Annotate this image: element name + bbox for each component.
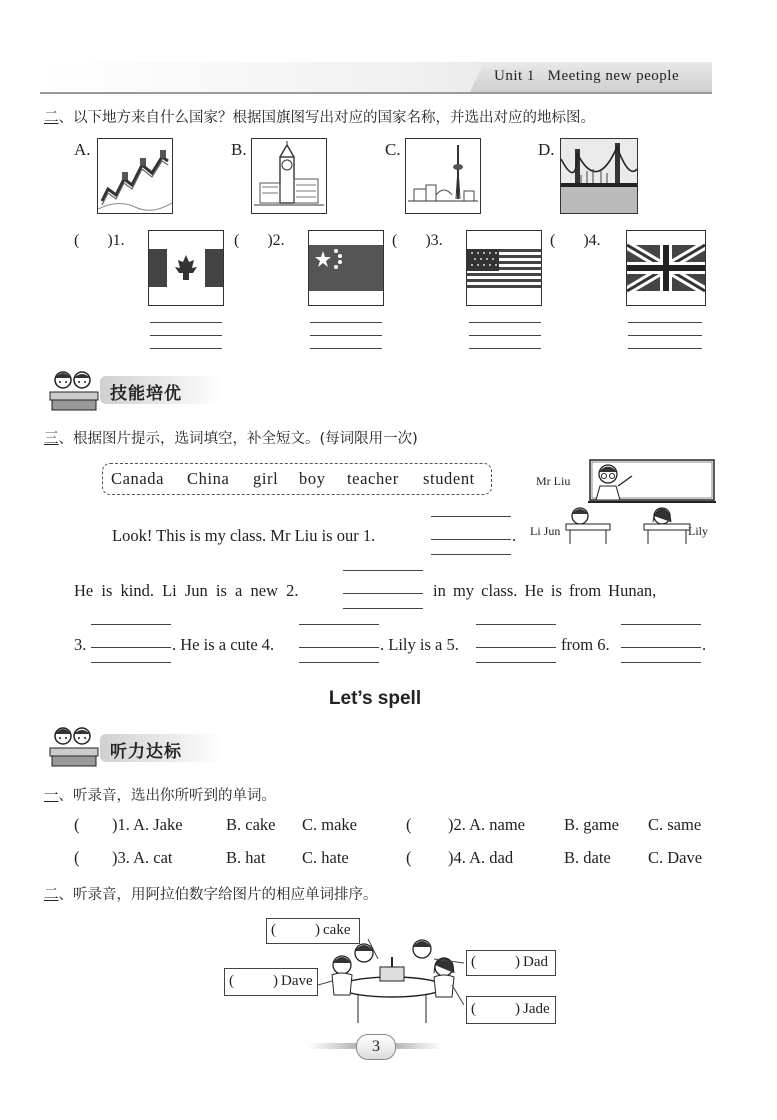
great-wall-picture (97, 138, 173, 214)
q4-option-a[interactable]: )4. A. dad (448, 848, 514, 867)
write-lines-3[interactable] (469, 310, 541, 349)
q3-option-c[interactable]: C. hate (302, 848, 349, 867)
q2-option-a[interactable]: )2. A. name (448, 815, 525, 834)
paren-open[interactable]: ( (406, 815, 412, 834)
unit-title: Unit 1 Meeting new people (494, 68, 680, 84)
label-box-dave[interactable]: ( ) Dave (224, 968, 318, 996)
q1-option-c[interactable]: C. make (302, 815, 357, 834)
label-box-jade[interactable]: ( ) Jade (466, 996, 556, 1024)
label-dad: Dad (523, 954, 548, 970)
word-bank (102, 463, 492, 495)
q2-option-c[interactable]: C. same (648, 815, 702, 834)
listening-row-1 (74, 815, 714, 837)
paren-open[interactable]: ( (74, 848, 80, 867)
passage-line-1: Look! This is my class. Mr Liu is our 1. (112, 526, 376, 545)
section-text: 、以下地方来自什么国家？根据国旗图写出对应的国家名称，并选出对应的地标图。 (58, 110, 595, 126)
canada-flag (148, 230, 224, 306)
label-box-dad[interactable]: ( ) Dad (466, 950, 556, 976)
answer-paren-2[interactable]: ( )2. (234, 232, 285, 249)
china-flag (308, 230, 384, 306)
paren-open[interactable]: ( (406, 848, 412, 867)
lets-spell-heading: Let’s spell (328, 688, 422, 709)
label-lily: Lily (688, 524, 708, 538)
badge-title: 听力达标 (110, 742, 182, 762)
passage-line-3c: . Lily is a 5. (380, 635, 459, 654)
word-boy: boy (299, 469, 326, 488)
label-dave: Dave (281, 973, 313, 989)
family-dinner-picture (318, 935, 464, 1027)
kids-desk-icon (46, 368, 106, 412)
section-3-title: 三、根据图片提示，选词填空，补全短文。(每词限用一次) (44, 431, 418, 447)
word-china: China (187, 469, 230, 488)
option-c-label: C. (385, 140, 401, 159)
page-number: 3 (356, 1034, 396, 1060)
blank-2[interactable] (343, 568, 423, 609)
q2-option-b[interactable]: B. game (564, 815, 619, 834)
label-li-jun: Li Jun (530, 524, 561, 538)
uk-flag (626, 230, 706, 306)
usa-flag (466, 230, 542, 306)
section-number: 二 (44, 110, 59, 126)
classroom-picture (530, 456, 720, 546)
q3-option-a[interactable]: )3. A. cat (112, 848, 173, 867)
passage-period-6: . (702, 635, 707, 654)
option-b-label: B. (231, 140, 247, 159)
blank-3[interactable] (91, 622, 171, 663)
q3-option-b[interactable]: B. hat (226, 848, 266, 867)
option-d-label: D. (538, 140, 555, 159)
answer-paren-3[interactable]: ( )3. (392, 232, 443, 249)
q4-option-c[interactable]: C. Dave (648, 848, 703, 867)
label-jade: Jade (523, 1001, 550, 1017)
label-mr-liu: Mr Liu (536, 474, 571, 488)
write-lines-4[interactable] (628, 310, 702, 349)
q1-option-b[interactable]: B. cake (226, 815, 276, 834)
answer-paren-4[interactable]: ( )4. (550, 232, 601, 249)
write-lines-1[interactable] (150, 310, 222, 349)
golden-gate-bridge-picture (560, 138, 638, 214)
cn-tower-picture (405, 138, 481, 214)
section-2-title (44, 106, 595, 127)
listening-2-title: 二、听录音，用阿拉伯数字给图片的相应单词排序。 (44, 887, 378, 903)
word-girl: girl (253, 469, 279, 488)
listening-badge (46, 724, 224, 768)
passage-line-3d: from 6. (561, 635, 610, 654)
passage-line-3b: . He is a cute 4. (172, 635, 275, 654)
listening-row-2 (74, 848, 714, 870)
word-canada: Canada (111, 469, 165, 488)
write-lines-2[interactable] (310, 310, 382, 349)
label-cake: cake (323, 922, 351, 938)
option-a-label: A. (74, 140, 91, 159)
big-ben-picture (251, 138, 327, 214)
passage-line-2b: in my class. He is from Hunan, (433, 581, 657, 600)
badge-title: 技能培优 (110, 384, 182, 404)
q1-option-a[interactable]: )1. A. Jake (112, 815, 183, 834)
passage-line-2a: He is kind. Li Jun is a new 2. (74, 581, 299, 600)
paren-open[interactable]: ( (74, 815, 80, 834)
kids-desk-icon (46, 724, 106, 768)
listening-1-title: 一、听录音，选出你所听到的单词。 (44, 788, 276, 804)
passage-label-3: 3. (74, 635, 87, 654)
word-teacher: teacher (347, 469, 399, 488)
blank-5[interactable] (476, 622, 556, 663)
word-student: student (423, 469, 475, 488)
answer-paren-1[interactable]: ( )1. (74, 232, 125, 249)
blank-4[interactable] (299, 622, 379, 663)
blank-6[interactable] (621, 622, 701, 663)
passage-period-1: . (512, 526, 517, 545)
blank-1[interactable] (431, 514, 511, 555)
skill-badge (46, 368, 224, 412)
label-box-cake[interactable]: ( ) cake (266, 918, 360, 944)
q4-option-b[interactable]: B. date (564, 848, 611, 867)
